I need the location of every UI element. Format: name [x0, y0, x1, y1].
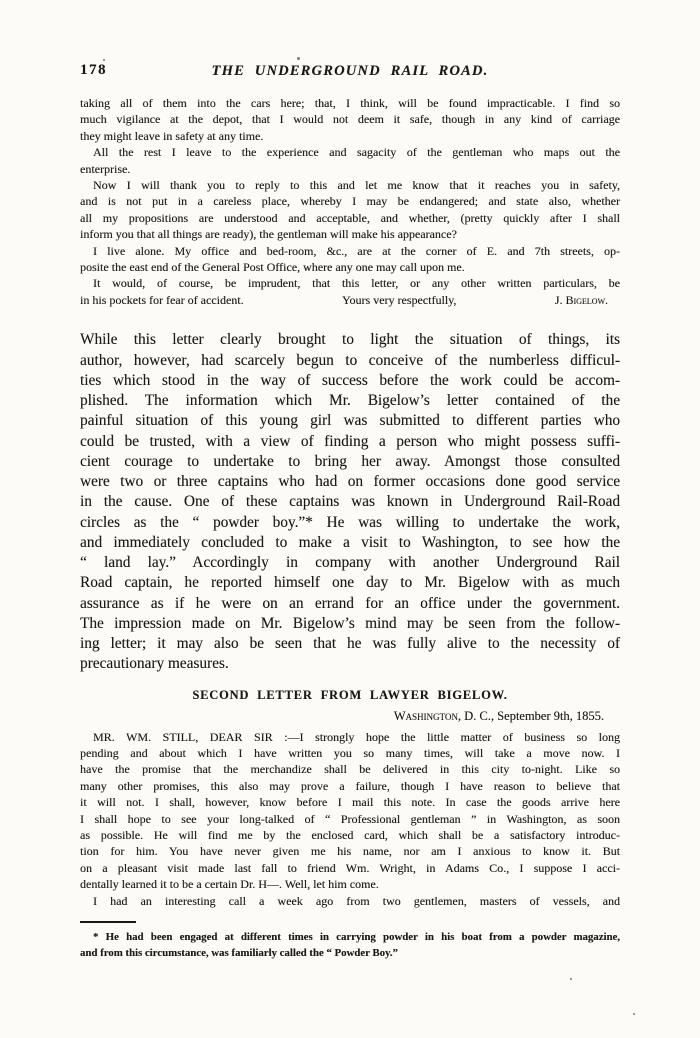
paragraph — [80, 95, 620, 144]
text-line: taking all of them into the cars here; that, I think, will be found impracticable. I find so — [80, 96, 620, 110]
paragraph — [80, 729, 620, 893]
text-line: While this letter clearly brought to light the situation of things, its — [80, 331, 620, 349]
text-line: and immediately concluded to make a visit to Washington, to see how the — [80, 533, 620, 551]
text-line: All the rest I leave to the experience and sagacity of the gentleman who maps out the — [93, 145, 620, 160]
text-line: and from this circumstance, was familiarly called the “ Powder Boy.” — [80, 946, 398, 959]
text-line: enterprise. — [80, 161, 131, 176]
text-line: author, however, had scarcely begun to conceive of the numberless difficul- — [80, 351, 620, 369]
text-line: ties which stood in the way of success before the work could be accom- — [80, 371, 620, 389]
dateline-date: D. C., September 9th, 1855. — [460, 708, 604, 723]
scan-speck — [633, 1013, 635, 1015]
text-line: plished. The information which Mr. Bigelow’s letter contained of the — [80, 392, 620, 410]
text-line: posite the east end of the General Post Office, where any one may call upon me. — [80, 260, 465, 275]
text-line: and is not put in a careless place, whereby I may be endangered; and state also, whether — [80, 194, 620, 209]
text-line: cient courage to undertake to bring her away. Amongst those consulted — [80, 452, 620, 470]
text-line: dentally learned it to be a certain Dr. H—. Well, let him come. — [80, 877, 379, 892]
text-line: assurance as if he were on an errand for an office under the government. — [80, 594, 620, 612]
second-letter-heading: SECOND LETTER FROM LAWYER BIGELOW. — [192, 687, 508, 702]
page-content — [80, 0, 620, 961]
text-line: tion for him. You have never given me his name, nor am I anxious to know it. But — [80, 844, 620, 859]
text-line: It would, of course, be imprudent, that this letter, or any other written particulars, be — [93, 276, 620, 291]
text-line: inform you that all things are ready), the gentleman will make his appearance? — [80, 227, 457, 242]
signature: J. Bigelow. — [554, 292, 608, 307]
text-line: as possible. He will find me by the enclosed card, which shall be a satisfactory introduc- — [80, 827, 620, 842]
narrative-paragraph — [80, 330, 620, 674]
text-line: on a pleasant visit made last fall to friend Wm. Wright, in Adams Co., I suppose I acci- — [80, 860, 620, 875]
text-line: many other promises, this also may prove a failure, though I have reason to believe that — [80, 778, 620, 793]
paragraph — [80, 330, 620, 674]
text-line: precautionary measures. — [80, 655, 229, 673]
second-letter-body — [80, 729, 620, 909]
text-line: have the promise that the merchandize shall be delivered in this city to-night. Like so — [80, 762, 620, 777]
text-line: Now I will thank you to reply to this and let me know that it reaches you in safety, — [93, 178, 620, 193]
text-line: painful situation of this young girl was submitted to different parties who — [80, 412, 620, 430]
text-line: “ land lay.” Accordingly in company with another Underground Rail — [80, 554, 620, 572]
paragraph — [80, 177, 620, 243]
running-title: THE UNDERGROUND RAIL ROAD. — [211, 63, 489, 79]
text-line: circles as the “ powder boy.”* He was willing to undertake the work, — [80, 513, 620, 531]
paragraph — [80, 275, 620, 291]
text-line: in the cause. One of these captains was known in Underground Rail-Road — [80, 493, 620, 511]
text-line: I live alone. My office and bed-room, &c., are at the corner of E. and 7th streets, op- — [93, 243, 620, 258]
paragraph — [80, 930, 620, 961]
text-line: much vigilance at the depot, that I would not deem it safe, though in any kind of carriage — [80, 112, 620, 127]
valediction: Yours very respectfully, — [342, 292, 457, 307]
closing-body-text: in his pockets for fear of accident. — [80, 292, 244, 307]
dateline-place: Washington, — [393, 708, 461, 723]
scan-speck — [570, 978, 572, 980]
text-line: it will not. I shall, however, know before I mail this note. In case the goods arrive here — [80, 795, 620, 810]
text-line: The impression made on Mr. Bigelow’s mind may be seen from the follow- — [80, 614, 620, 632]
page-header — [80, 62, 620, 81]
footnote-separator — [80, 921, 136, 923]
text-line: they might leave in safety at any time. — [80, 128, 264, 143]
text-line: Road captain, he reported himself one day to Mr. Bigelow with as much — [80, 574, 620, 592]
text-line: ing letter; it may also be seen that he was fully alive to the necessity of — [80, 635, 620, 653]
paragraph — [80, 893, 620, 909]
first-letter-closing-line — [80, 292, 620, 308]
text-line: I shall hope to see your long-talked of “ Professional gentleman ” in Washington, as soon — [80, 811, 620, 826]
first-letter-body — [80, 95, 620, 292]
text-line: pending and about which I have written you so many times, will take a move now. I — [80, 745, 620, 760]
dateline — [80, 708, 620, 724]
text-line: all my propositions are understood and acceptable, and whether, (pretty quickly after I shall — [80, 210, 620, 225]
text-line: were two or three captains who had on former occasions done good service — [80, 473, 620, 491]
footnote — [80, 930, 620, 961]
text-line: * He had been engaged at different times in carrying powder in his boat from a powder magazine, — [93, 931, 620, 943]
page-number: 178 — [80, 62, 107, 78]
text-line: MR. WM. STILL, DEAR SIR :—I strongly hope the little matter of business so long — [93, 729, 620, 744]
text-line: could be trusted, with a view of finding a person who might possess suffi- — [80, 432, 620, 450]
paragraph — [80, 144, 620, 177]
text-line: I had an interesting call a week ago from two gentlemen, masters of vessels, and — [93, 893, 620, 908]
paragraph — [80, 243, 620, 276]
